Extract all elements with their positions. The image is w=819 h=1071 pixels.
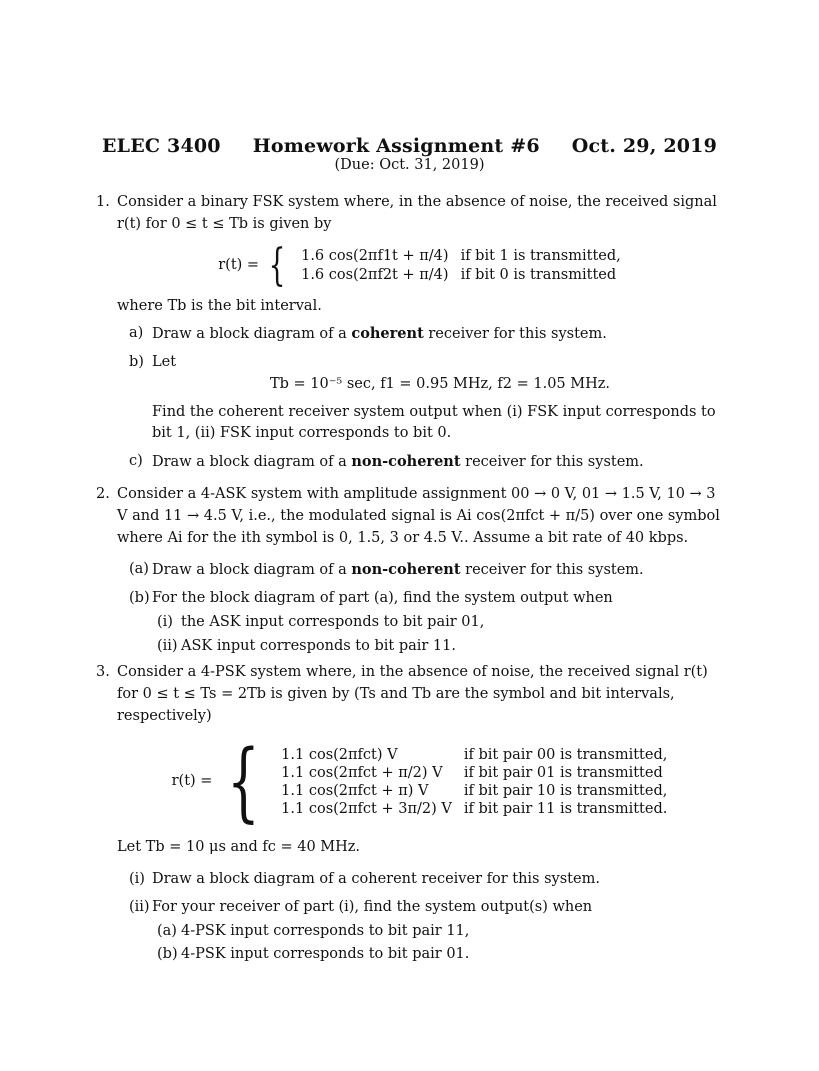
assignment-date: Oct. 29, 2019 bbox=[571, 135, 718, 157]
course-code: ELEC 3400 bbox=[101, 135, 221, 157]
problem-2 bbox=[96, 484, 728, 657]
part-ii bbox=[117, 897, 728, 919]
subpart-b bbox=[117, 944, 728, 966]
case-row bbox=[275, 800, 673, 818]
part-text: Let bbox=[152, 354, 177, 370]
problem-intro: Consider a 4-ASK system with amplitude assignment 00 → 0 V, 01 → 1.5 V, 10 → 3 V and 11 → 4.5 V, i.e., the modulated signal is Ai cos(2πfct + π/5) over one symbol where Ai for the ith symbol is 0, 1.5, 3 or 4.5 V.. Assume a bit rate of 40 kbps. bbox=[117, 486, 720, 546]
assignment-title: Homework Assignment #6 bbox=[252, 135, 540, 157]
case-cond: if bit pair 00 is transmitted, bbox=[463, 747, 668, 763]
part-label: b) bbox=[129, 354, 144, 370]
part-label: (i) bbox=[129, 871, 145, 887]
case-cond: if bit pair 10 is transmitted, bbox=[463, 783, 668, 800]
part-label: (a) bbox=[129, 561, 149, 578]
case-expr: 1.1 cos(2πfct + π/2) V bbox=[281, 765, 443, 782]
subpart-label: (ii) bbox=[157, 637, 178, 654]
problem-3 bbox=[96, 662, 728, 966]
problem-after: Let Tb = 10 μs and fc = 40 MHz. bbox=[117, 839, 361, 856]
equation-block bbox=[117, 732, 728, 833]
part-bold: non-coherent bbox=[351, 453, 461, 470]
case-row bbox=[275, 746, 673, 764]
subpart-a bbox=[117, 921, 728, 943]
part-text: Draw a block diagram of a bbox=[152, 326, 352, 343]
case-cond: if bit 0 is transmitted bbox=[460, 266, 617, 283]
case-expr: 1.1 cos(2πfct + 3π/2) V bbox=[281, 801, 452, 818]
subpart-i bbox=[117, 612, 728, 634]
case-cond: if bit 1 is transmitted, bbox=[460, 248, 621, 265]
part-text: For your receiver of part (i), find the system output(s) when bbox=[152, 898, 593, 915]
part-text: receiver for this system. bbox=[423, 326, 607, 343]
problem-number: 2. bbox=[96, 486, 110, 502]
part-text: receiver for this system. bbox=[460, 454, 644, 470]
part-label: (ii) bbox=[129, 898, 150, 915]
part-i bbox=[117, 869, 728, 891]
brace-symbol: { bbox=[227, 732, 261, 833]
case-expr: 1.1 cos(2πfct + π) V bbox=[281, 783, 429, 800]
problem-intro: Consider a 4-PSK system where, in the absence of noise, the received signal r(t) for 0 ≤ t ≤ Ts = 2Tb is given by (Ts and Tb are the symbol and bit intervals, respectively) bbox=[117, 664, 708, 724]
brace-symbol: { bbox=[268, 239, 286, 291]
equation-lhs: r(t) = bbox=[218, 256, 260, 273]
subpart-text: 4-PSK input corresponds to bit pair 01. bbox=[181, 946, 470, 963]
part-a bbox=[117, 323, 728, 346]
problem-number: 1. bbox=[96, 194, 110, 210]
part-label: (b) bbox=[129, 590, 150, 606]
subpart-text: the ASK input corresponds to bit pair 01, bbox=[181, 613, 485, 630]
part-bold: coherent bbox=[351, 325, 424, 343]
due-date: (Due: Oct. 31, 2019) bbox=[334, 157, 485, 173]
case-expr: 1.6 cos(2πf1t + π/4) bbox=[301, 248, 449, 265]
case-row bbox=[275, 782, 673, 800]
case-cond: if bit pair 11 is transmitted. bbox=[463, 801, 668, 818]
case-row bbox=[295, 266, 627, 284]
subpart-label: (b) bbox=[157, 946, 178, 963]
part-bold: non-coherent bbox=[351, 561, 461, 579]
part-text: receiver for this system. bbox=[460, 562, 644, 579]
cases-table bbox=[275, 746, 673, 819]
cases-table bbox=[295, 247, 627, 283]
subpart-label: (i) bbox=[157, 613, 173, 630]
equation-lhs: r(t) = bbox=[171, 773, 213, 790]
case-cond: if bit pair 01 is transmitted bbox=[463, 765, 663, 782]
case-expr: 1.1 cos(2πfct) V bbox=[281, 747, 398, 763]
part-text: Draw a block diagram of a coherent receiver for this system. bbox=[152, 871, 600, 887]
parameter-equation: Tb = 10⁻⁵ sec, f1 = 0.95 MHz, f2 = 1.05 MHz. bbox=[269, 375, 610, 392]
case-row bbox=[275, 764, 673, 782]
subpart-text: 4-PSK input corresponds to bit pair 11, bbox=[181, 922, 470, 939]
case-expr: 1.6 cos(2πf2t + π/4) bbox=[301, 266, 449, 283]
part-text: Draw a block diagram of a bbox=[152, 454, 352, 470]
part-label: c) bbox=[129, 453, 143, 469]
problem-intro: Consider a binary FSK system where, in the absence of noise, the received signal r(t) for 0 ≤ t ≤ Tb is given by bbox=[117, 194, 717, 232]
part-text: Find the coherent receiver system output when (i) FSK input corresponds to bit 1, (ii) FSK input corresponds to bit 0. bbox=[152, 403, 716, 442]
subpart-ii bbox=[117, 636, 728, 658]
problem-after: where Tb is the bit interval. bbox=[117, 297, 322, 314]
problem-number: 3. bbox=[96, 664, 110, 680]
problem-1 bbox=[96, 192, 728, 474]
part-b bbox=[117, 588, 728, 610]
part-c bbox=[117, 451, 728, 474]
part-b bbox=[117, 352, 728, 445]
case-row bbox=[295, 247, 627, 265]
part-text: For the block diagram of part (a), find the system output when bbox=[152, 590, 613, 606]
subpart-text: ASK input corresponds to bit pair 11. bbox=[181, 637, 456, 654]
part-a bbox=[117, 559, 728, 582]
subpart-label: (a) bbox=[157, 922, 177, 939]
equation-block bbox=[117, 239, 728, 291]
part-label: a) bbox=[129, 325, 144, 342]
part-text: Draw a block diagram of a bbox=[152, 562, 352, 579]
